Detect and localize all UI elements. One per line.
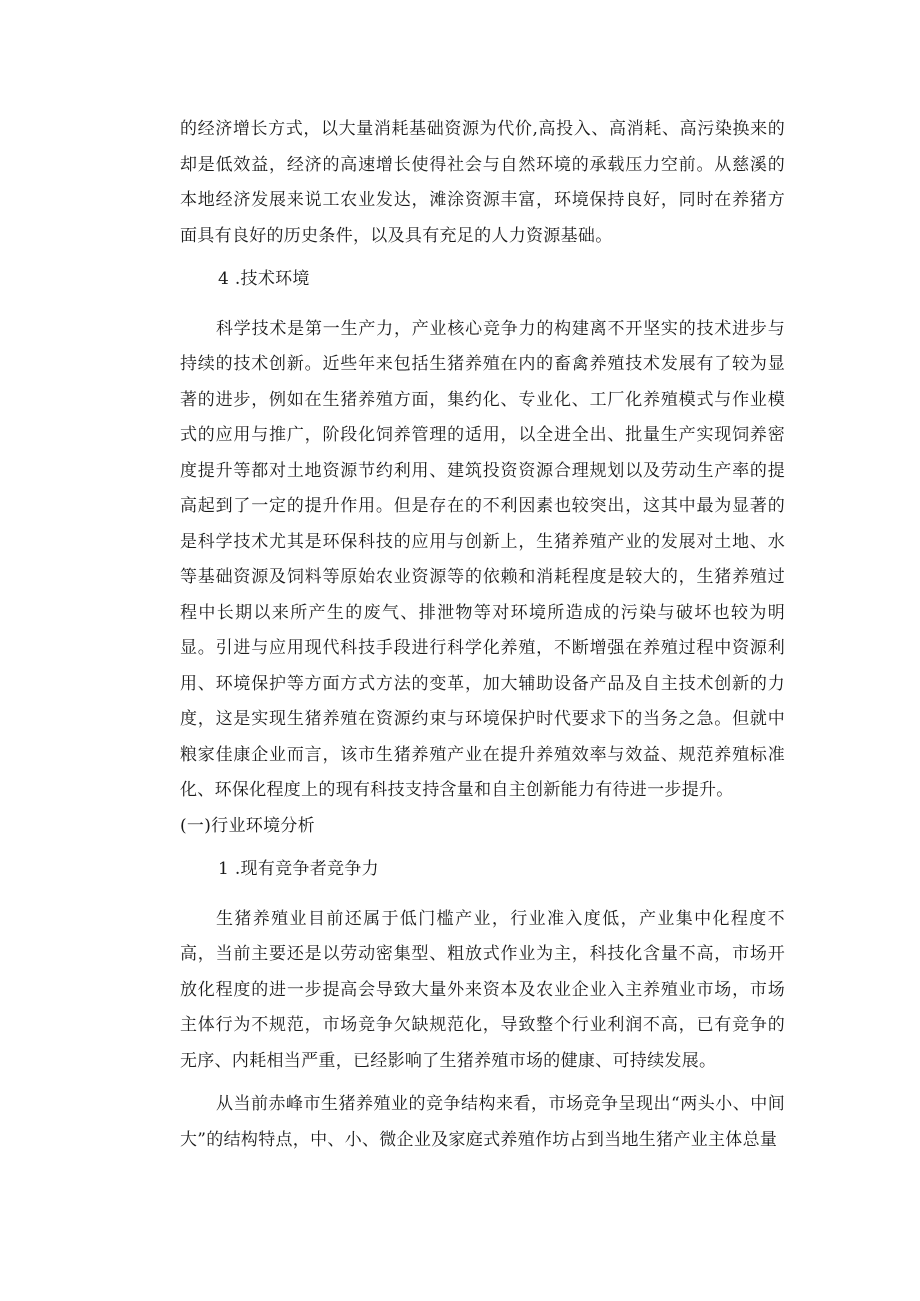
document-body: [180, 112, 785, 1158]
paragraph-technology: 科学技术是第一生产力，产业核心竞争力的构建离不开坚实的技术进步与持续的技术创新。近些年来包括生猪养殖在内的畜禽养殖技术发展有了较为显著的进步，例如在生猪养殖方面，集约化、专业化、工厂化养殖模式与作业模式的应用与推广，阶段化饲养管理的适用，以全进全出、批量生产实现饲养密度提升等都对土地资源节约利用、建筑投资资源合理规划以及劳动生产率的提高起到了一定的提升作用。但是存在的不利因素也较突出，这其中最为显著的是科学技术尤其是环保科技的应用与创新上，生猪养殖产业的发展对土地、水等基础资源及饲料等原始农业资源等的依赖和消耗程度是较大的，生猪养殖过程中长期以来所产生的废气、排泄物等对环境所造成的污染与破坏也较为明显。引进与应用现代科技手段进行科学化养殖，不断增强在养殖过程中资源利用、环境保护等方面方式方法的变革，加大辅助设备产品及自主技术创新的力度，这是实现生猪养殖在资源约束与环境保护时代要求下的当务之急。但就中粮家佳康企业而言，该市生猪养殖产业在提升养殖效率与效益、规范养殖标准化、环保化程度上的现有科技支持含量和自主创新能力有待进一步提升。: [180, 318, 785, 800]
heading-existing-competitors: 1 .现有竞争者竞争力: [218, 859, 379, 879]
paragraph-low-threshold: 生猪养殖业目前还属于低门槛产业，行业准入度低，产业集中化程度不高，当前主要还是以劳动密集型、粗放式作业为主，科技化含量不高，市场开放化程度的进一步提高会导致大量外来资本及农业企业入主养殖业市场，市场主体行为不规范，市场竞争欠缺规范化，导致整个行业利润不高，已有竞争的无序、内耗相当严重，已经影响了生猪养殖市场的健康、可持续发展。: [180, 908, 785, 1071]
heading-industry-analysis: (一)行业环境分析: [180, 815, 315, 836]
paragraph-competition-structure: 从当前赤峰市生猪养殖业的竞争结构来看，市场竞争呈现出“两头小、中间大”的结构特点，中、小、微企业及家庭式养殖作坊占到当地生猪产业主体总量: [180, 1094, 785, 1150]
paragraph-economic-growth: 的经济增长方式，以大量消耗基础资源为代价,高投入、高消耗、高污染换来的却是低效益，经济的高速增长使得社会与自然环境的承载压力空前。从慈溪的本地经济发展来说工农业发达，滩涂资源丰富，环境保持良好，同时在养猪方面具有良好的历史条件，以及具有充足的人力资源基础。: [180, 119, 785, 246]
heading-technology-environment: 4 .技术环境: [218, 269, 310, 289]
